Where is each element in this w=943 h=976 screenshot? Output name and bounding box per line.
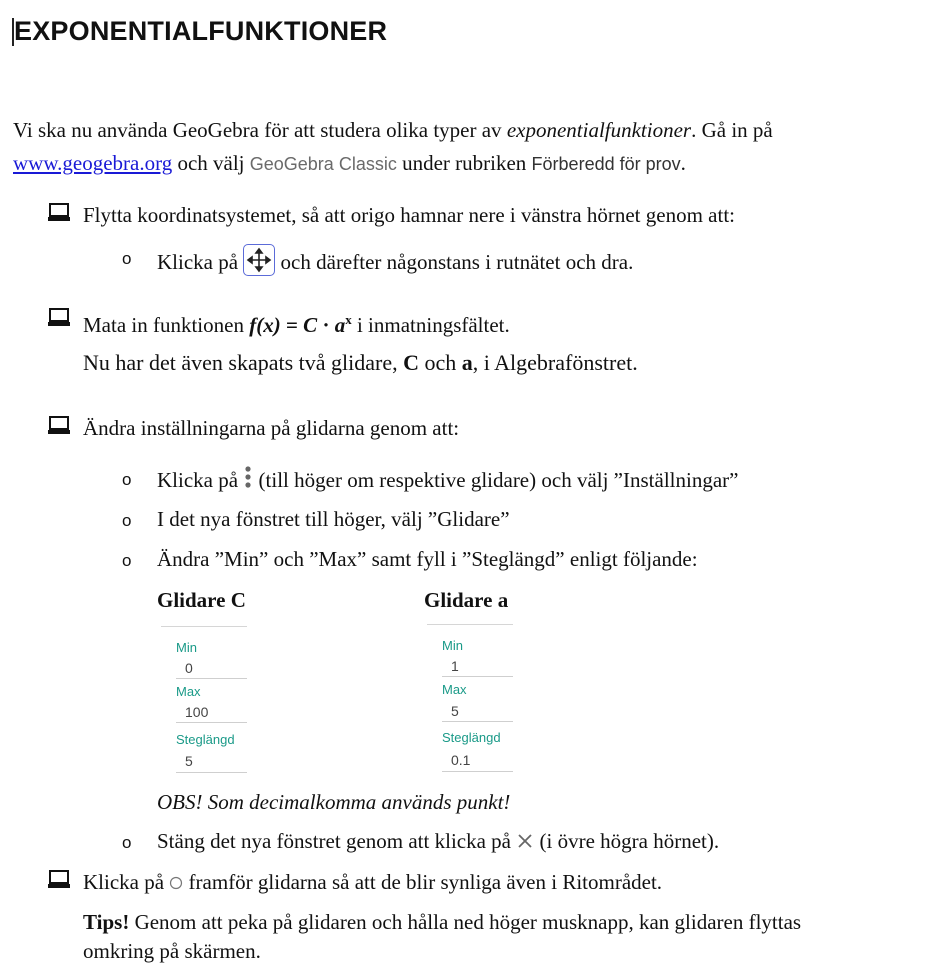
step2-text: Mata in funktionen $f(x) = C \cdot a^x$ i inmatningsfältet. xyxy=(83,312,510,337)
move-graphics-icon xyxy=(243,244,275,276)
max-input-underline xyxy=(442,721,513,722)
min-value[interactable]: 0 xyxy=(185,660,193,676)
geogebra-classic-label: GeoGebra Classic xyxy=(249,154,397,174)
step-label: Steglängd xyxy=(442,730,501,745)
tips-line-2: omkring på skärmen. xyxy=(83,939,261,963)
forberedd-for-prov-label: Förberedd för prov xyxy=(531,154,681,174)
three-dots-menu-icon xyxy=(243,465,253,491)
step3-sub4: Stäng det nya fönstret genom att klicka på (i övre högra hörnet). xyxy=(157,829,720,853)
panel-top-divider xyxy=(161,626,247,627)
step-value[interactable]: 5 xyxy=(185,753,193,769)
max-label: Max xyxy=(176,684,201,699)
bullet-o: o xyxy=(122,833,132,852)
slider-a-settings-panel xyxy=(427,622,517,774)
bullet-o: o xyxy=(122,551,132,570)
step1-text: Flytta koordinatsystemet, så att origo hamnar nere i vänstra hörnet genom att: xyxy=(83,203,735,227)
max-value[interactable]: 5 xyxy=(451,703,459,719)
bullet-o: o xyxy=(122,470,132,489)
geogebra-link[interactable]: www.geogebra.org xyxy=(13,151,173,175)
step3-sub1: Klicka på (till höger om respektive glidare) och välj ”Inställningar” xyxy=(157,465,738,493)
slider-a-heading: Glidare a xyxy=(424,588,509,612)
laptop-icon xyxy=(47,416,71,436)
max-label: Max xyxy=(442,682,467,697)
intro-line-2: www.geogebra.org och välj GeoGebra Classic under rubriken Förberedd för prov. xyxy=(13,151,686,175)
intro-line-1: Vi ska nu använda GeoGebra för att studera olika typer av exponentialfunktioner. Gå in på xyxy=(13,118,773,142)
step3-sub2: I det nya fönstret till höger, välj ”Glidare” xyxy=(157,507,510,531)
min-label: Min xyxy=(176,640,197,655)
bullet-o: o xyxy=(122,249,132,268)
slider-c-heading: Glidare C xyxy=(157,588,246,612)
step-label: Steglängd xyxy=(176,732,235,747)
step1-sub1: Klicka på och därefter någonstans i rutnätet och dra. xyxy=(157,244,633,276)
min-input-underline xyxy=(176,678,247,679)
step-value[interactable]: 0.1 xyxy=(451,752,471,768)
slider-c-settings-panel xyxy=(161,624,251,774)
visibility-radio-icon xyxy=(169,870,183,884)
max-input-underline xyxy=(176,722,247,723)
step3-sub3: Ändra ”Min” och ”Max” samt fyll i ”Steglängd” enligt följande: xyxy=(157,547,698,571)
panel-top-divider xyxy=(427,624,513,625)
step-input-underline xyxy=(176,772,247,773)
min-label: Min xyxy=(442,638,463,653)
step2-line2: Nu har det även skapats två glidare, C och a, i Algebrafönstret. xyxy=(83,350,638,375)
laptop-icon xyxy=(47,308,71,328)
step-input-underline xyxy=(442,771,513,772)
obs-note: OBS! Som decimalkomma används punkt! xyxy=(157,790,511,814)
laptop-icon xyxy=(47,203,71,223)
page-title: EXPONENTIALFUNKTIONER xyxy=(14,16,388,46)
step4-text: Klicka på framför glidarna så att de blir synliga även i Ritområdet. xyxy=(83,870,663,894)
close-icon xyxy=(516,830,534,848)
bullet-o: o xyxy=(122,511,132,530)
step3-text: Ändra inställningarna på glidarna genom att: xyxy=(83,416,460,440)
max-value[interactable]: 100 xyxy=(185,704,209,720)
min-input-underline xyxy=(442,676,513,677)
laptop-icon xyxy=(47,870,71,890)
min-value[interactable]: 1 xyxy=(451,658,459,674)
tips-line-1: Tips! Genom att peka på glidaren och hålla ned höger musknapp, kan glidaren flyttas xyxy=(83,910,802,934)
